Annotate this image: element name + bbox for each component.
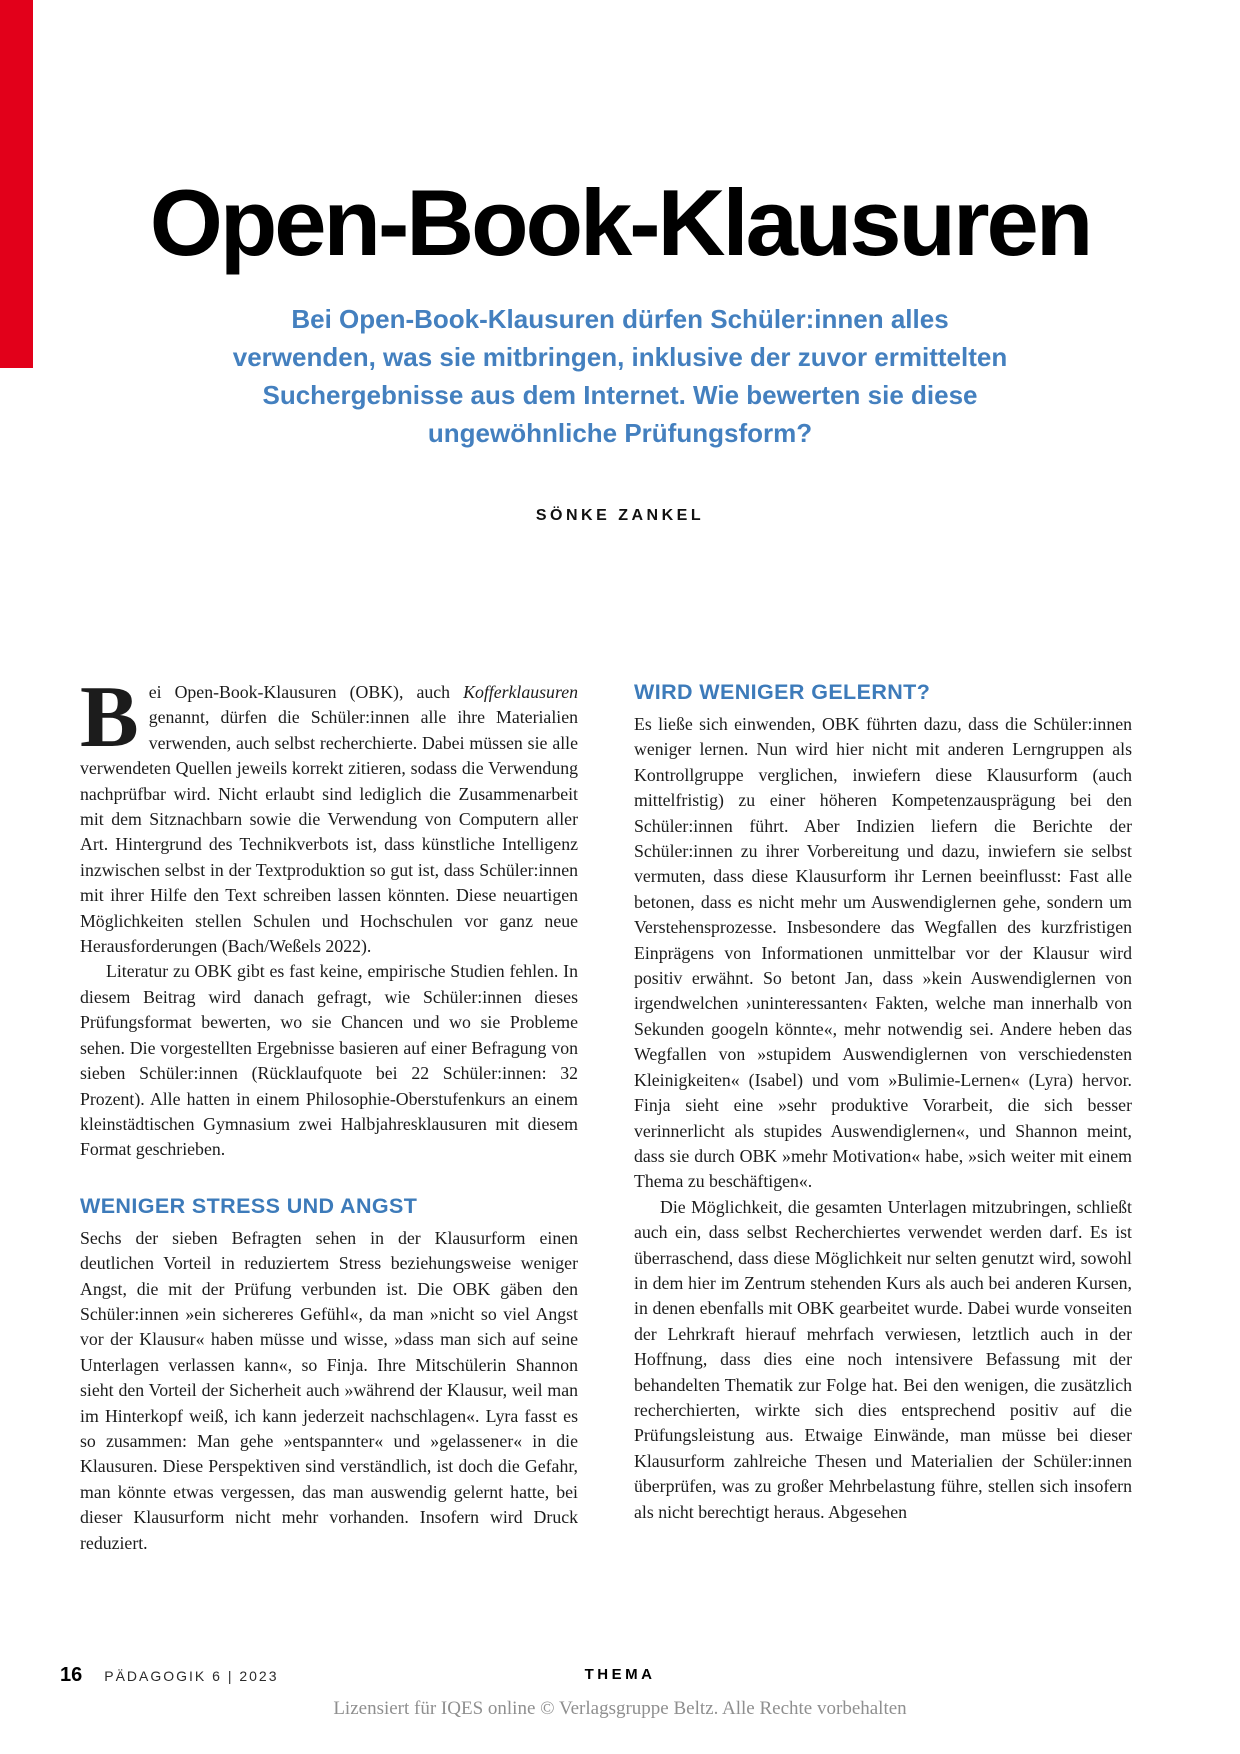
body-paragraph: Es ließe sich einwenden, OBK führten dazu, dass die Schüler:innen weniger lernen. Nun wird hier nicht mit anderen Lerngruppen als Kontrollgruppe verglichen, inwiefern diese Klausurform (auch mittelfristig) zu einer höheren Kompetenzausprägung bei den Schüler:innen führt. Aber Indizien liefern die Berichte der Schüler:innen zu ihrer Vorbereitung und dazu, inwiefern sie selbst vermuten, dass diese Klausurform ihr Lernen beeinflusst: Fast alle betonen, dass es nicht mehr um Auswendiglernen gehe, sondern um Verstehensprozesse. Insbesondere das Wegfallen des kurzfristigen Einprägens von Informationen unmittelbar vor der Klausur wird positiv erwähnt. So betont Jan, dass »kein Auswendiglernen von irgendwelchen ›uninteressanten‹ Fakten, welche man innerhalb von Sekunden googeln könnte«, mehr notwendig sei. Andere heben das Wegfallen von »stupidem Auswendiglernen von verschiedensten Kleinigkeiten« (Isabel) und vom »Bulimie-Lernen« (Lyra) hervor. Finja sieht eine »sehr produktive Vorarbeit, die sich besser verinnerlicht als stupides Auswendiglernen«, und Shannon meint, dass sie durch OBK »mehr Motivation« habe, »sich weiter mit einem Thema zu beschäftigen«. bbox=[634, 714, 1132, 1192]
body-paragraph: Sechs der sieben Befragten sehen in der Klausurform einen deutlichen Vorteil in reduziertem Stress beziehungsweise weniger Angst, die mit der Prüfung verbunden ist. Die OBK gäben den Schüler:innen »ein sichereres Gefühl«, da man »nicht so viel Angst vor der Klausur« haben müsse und wisse, »dass man sich auf seine Unterlagen verlassen kann«, so Finja. Ihre Mitschülerin Shannon sieht den Vorteil der Sicherheit auch »während der Klausur, weil man im Hinterkopf weiß, ich kann jederzeit nachschlagen«. Lyra fasst es so zusammen: Man gehe »entspannter« und »gelassener« in die Klausuren. Diese Perspektiven sind verständlich, ist doch die Gefahr, man könnte etwas vergessen, das man auswendig gelernt hatte, bei dieser Klausurform nicht mehr vorhanden. Insofern wird Druck reduziert. bbox=[80, 1227, 578, 1553]
section-heading: WIRD WENIGER GELERNT? bbox=[634, 680, 931, 704]
section-label: THEMA bbox=[584, 1666, 656, 1683]
page-footer bbox=[0, 1664, 1240, 1690]
lede-line: verwenden, was sie mitbringen, inklusive der zuvor ermittelten bbox=[232, 342, 1008, 372]
journal-issue: PÄDAGOGIK 6 | 2023 bbox=[104, 1668, 279, 1684]
section-heading: WENIGER STRESS UND ANGST bbox=[80, 1193, 418, 1218]
lede-line: Suchergebnisse aus dem Internet. Wie bewerten sie diese bbox=[262, 380, 978, 410]
license-notice: Lizensiert für IQES online © Verlagsgruppe Beltz. Alle Rechte vorbehalten bbox=[333, 1698, 907, 1719]
lede-line: Bei Open-Book-Klausuren dürfen Schüler:innen alles bbox=[291, 304, 949, 334]
article-column-left bbox=[80, 669, 578, 1556]
article-column-right bbox=[634, 680, 1132, 1525]
page-number: 16 bbox=[60, 1664, 83, 1686]
drop-cap: B bbox=[80, 669, 139, 766]
body-paragraph: Bei Open-Book-Klausuren (OBK), auch Kofferklausuren genannt, dürfen die Schüler:innen alle ihre Materialien verwenden, auch selbst recherchierte. Dabei müssen sie alle verwendeten Quellen jeweils korrekt zitieren, sodass die Verwendung nachprüfbar wird. Nicht erlaubt sind lediglich die Zusammenarbeit mit dem Sitznachbarn sowie die Verwendung von Computern aller Art. Hintergrund des Technikverbots ist, dass künstliche Intelligenz inzwischen selbst in der Textproduktion so gut ist, dass Schüler:innen mit ihrer Hilfe den Text schreiben lassen könnten. Diese neuartigen Möglichkeiten stellen Schulen und Hochschulen vor ganz neue Herausforderungen (Bach/Weßels 2022). bbox=[80, 669, 578, 957]
page-title: Open-Book-Klausuren bbox=[149, 170, 1091, 275]
lede bbox=[150, 300, 1090, 452]
body-paragraph: Die Möglichkeit, die gesamten Unterlagen mitzubringen, schließt auch ein, dass selbst Recherchiertes verwendet werden darf. Es ist überraschend, dass diese Möglichkeit nur selten genutzt wird, sowohl in dem hier im Zentrum stehenden Kurs als auch bei anderen Kursen, in denen ebenfalls mit OBK gearbeitet wurde. Dabei wurde vonseiten der Lehrkraft hierauf mehrfach verwiesen, letztlich auch in der Hoffnung, dass dies eine noch intensivere Befassung mit der behandelten Thematik zur Folge hat. Bei den wenigen, die zusätzlich recherchierten, wirkte sich dies entsprechend positiv auf die Prüfungsleistung aus. Etwaige Einwände, man müsse bei dieser Klausurform zahlreiche Thesen und Materialien der Schüler:innen überprüfen, was zu großer Mehrbelastung führe, stellen sich insofern als nicht berechtigt heraus. Abgesehen bbox=[634, 1196, 1132, 1522]
lede-line: ungewöhnliche Prüfungsform? bbox=[427, 418, 813, 448]
author-name: SÖNKE ZANKEL bbox=[535, 507, 705, 524]
body-paragraph: Literatur zu OBK gibt es fast keine, empirische Studien fehlen. In diesem Beitrag wird danach gefragt, wie Schüler:innen dieses Prüfungsformat bewerten, wo sie Chancen und wo sie Probleme sehen. Die vorgestellten Ergebnisse basieren auf einer Befragung von sieben Schüler:innen (Rücklaufquote bei 22 Schüler:innen: 32 Prozent). Alle hatten in einem Philosophie-Oberstufenkurs an einem kleinstädtischen Gymnasium zwei Halbjahresklausuren mit diesem Format geschrieben. bbox=[80, 961, 578, 1160]
